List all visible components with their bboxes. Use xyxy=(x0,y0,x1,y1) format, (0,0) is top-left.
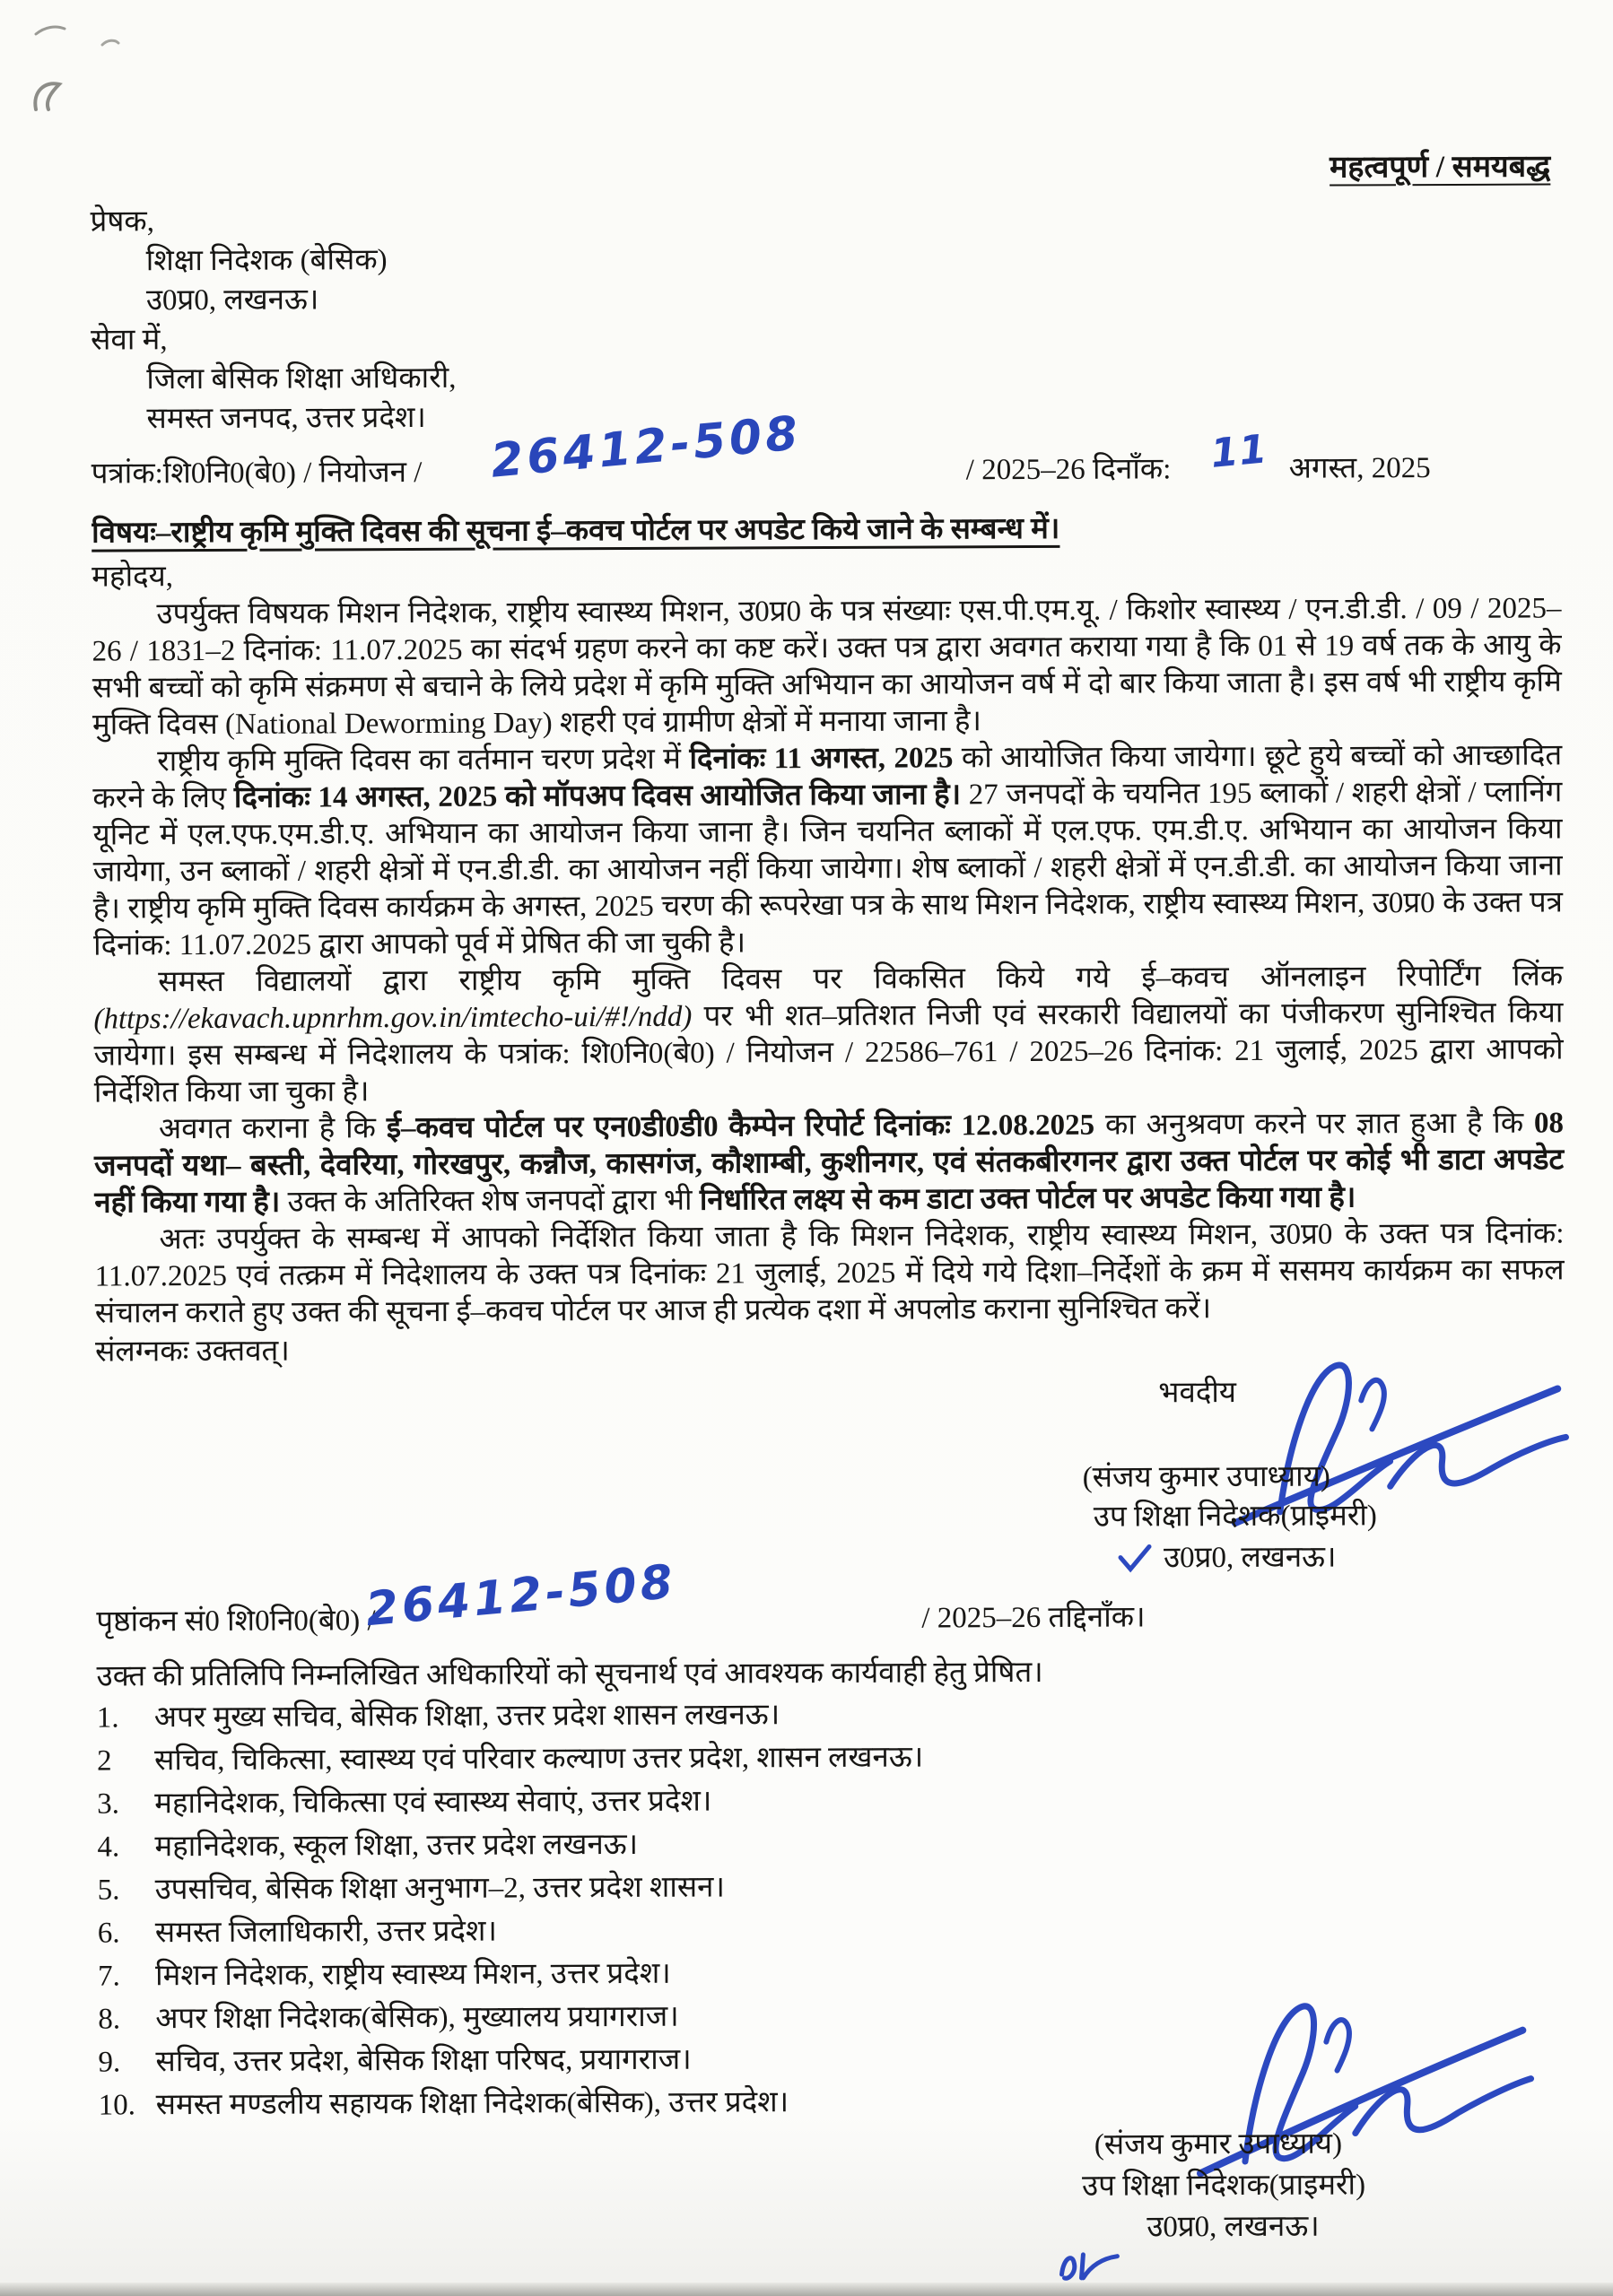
endorsement-recipient xyxy=(97,1690,1566,1739)
recipient-text: सचिव, चिकित्सा, स्वास्थ्य एवं परिवार कल्याण उत्तर प्रदेश, शासन लखनऊ। xyxy=(153,1741,924,1778)
recipient-number: 4. xyxy=(97,1831,120,1864)
paragraph-segment: उपर्युक्त विषयक मिशन निदेशक, राष्ट्रीय स्वास्थ्य मिशन, उ0प्र0 के पत्र संख्याः एस.पी.एम.यू. / किशोर स्वास्थ्य / एन.डी.डी. / 09 / 2025–26 / 1831–2 दिनांक: 11.07.2025 का संदर्भ ग्रहण करने का कष्ट करें। उक्त पत्र द्वारा अवगत कराया गया है कि 01 से 19 वर्ष तक के आयु के सभी बच्चों को कृमि संक्रमण से बचाने के लिये प्रदेश में कृमि मुक्ति अभियान का आयोजन वर्ष में दो बार किया जाता है। इस वर्ष भी राष्ट्रीय कृमि मुक्ति दिवस (National Deworming Day) शहरी एवं ग्रामीण क्षेत्रों में मनाया जाना है। xyxy=(92,592,1562,742)
classification-header xyxy=(90,147,1559,193)
reference-middle: / 2025–26 दिनाँक: xyxy=(965,453,1172,487)
salutation: महोदय, xyxy=(92,561,174,594)
paragraph-segment: पर भी शत–प्रतिशत निजी एवं सरकारी विद्यालयों का पंजीकरण सुनिश्चित किया जायेगा। इस सम्बन्ध में निदेशालय के पत्रांक: शि0नि0(बे0) / नियोजन / 22586–761 / 2025–26 दिनांक: 21 जुलाई, 2025 द्वारा आपको निर्देशित किया जा चुका है। xyxy=(93,996,1564,1109)
paragraph-segment: अवगत कराना है कि xyxy=(158,1112,387,1146)
subject-line: विषयः–राष्ट्रीय कृमि मुक्ति दिवस की सूचना ई–कवच पोर्टल पर अपडेट किये जाने के सम्बन्ध में। xyxy=(91,512,1060,550)
signatory-place: उ0प्र0, लखनऊ। xyxy=(1163,1541,1337,1575)
scan-artifact-marks xyxy=(16,16,151,151)
recipient-number: 9. xyxy=(98,2046,121,2079)
recipient-line-2: समस्त जनपद, उत्तर प्रदेश। xyxy=(146,401,426,436)
paragraph-segment: दिनांकः 14 अगस्त, 2025 को मॉपअप दिवस आयोजित किया जाना है। xyxy=(233,778,962,814)
scan-edge-shadow xyxy=(0,2283,1613,2296)
paragraph-segment: दिनांकः 11 अगस्त, 2025 xyxy=(689,742,954,776)
recipient-text: अपर शिक्षा निदेशक(बेसिक), मुख्यालय प्रयागराज। xyxy=(155,2000,679,2036)
paragraph-segment: राष्ट्रीय कृमि मुक्ति दिवस का वर्तमान चरण प्रदेश में xyxy=(157,743,690,778)
recipient-text: समस्त मण्डलीय सहायक शिक्षा निदेशक(बेसिक), उत्तर प्रदेश। xyxy=(155,2086,789,2122)
signatory-designation: उप शिक्षा निदेशक(प्राइमरी) xyxy=(1081,2169,1366,2203)
enclosure-line: संलग्नकः उक्तवत्। xyxy=(94,1335,290,1369)
letter-body xyxy=(92,590,1565,1332)
endorsement-copy-line: उक्त की प्रतिलिपि निम्नलिखित अधिकारियों को सूचनार्थ एवं आवश्यक कार्यवाही हेतु प्रेषित। xyxy=(96,1656,1043,1693)
sender-line-2: उ0प्र0, लखनऊ। xyxy=(145,283,319,317)
recipient-number: 2 xyxy=(96,1744,112,1778)
body-paragraph xyxy=(92,737,1563,964)
recipient-number: 6. xyxy=(97,1917,120,1950)
handwritten-endorsement-number: 26412-508 xyxy=(363,1554,679,1638)
paragraph-segment: उक्त के अतिरिक्त शेष जनपदों द्वारा भी xyxy=(280,1184,700,1219)
endorsement-prefix: पृष्ठांकन सं0 शि0नि0(बे0) / xyxy=(96,1605,376,1639)
paragraph-segment: निर्धारित लक्ष्य से कम डाटा उक्त पोर्टल पर अपडेट किया गया है। xyxy=(699,1181,1356,1217)
body-paragraph xyxy=(92,590,1562,744)
endorsement-recipient xyxy=(97,1819,1566,1868)
paragraph-segment: का अनुश्रवण करने पर ज्ञात हुआ है कि xyxy=(1094,1107,1535,1142)
body-paragraph xyxy=(94,1215,1565,1332)
checkmark-ink xyxy=(1117,1543,1153,1573)
initial-ink-mark xyxy=(1052,2239,1124,2288)
paragraph-segment: 08 जनपदों यथा– बस्ती, देवरिया, गोरखपुर, कन्नौज, कासगंज, कौशाम्बी, कुशीनगर, एवं संतकबीरगनर द्वारा उक्त पोर्टल पर कोई भी डाटा अपडेट नहीं किया गया है। xyxy=(94,1107,1565,1220)
recipient-number: 10. xyxy=(98,2089,136,2122)
signatory-place: उ0प्र0, लखनऊ। xyxy=(1147,2210,1320,2244)
handwritten-ref-number: 26412-508 xyxy=(488,406,804,489)
endorsement-recipient xyxy=(98,1991,1567,2040)
recipient-line-1: जिला बेसिक शिक्षा अधिकारी, xyxy=(146,361,457,396)
signatory-name: (संजय कुमार उपाध्याय) xyxy=(1094,2127,1343,2161)
handwritten-date-day: 11 xyxy=(1208,426,1270,477)
paragraph-segment: अतः उपर्युक्त के सम्बन्ध में आपको निर्देशित किया जाता है कि मिशन निदेशक, राष्ट्रीय स्वास्थ्य मिशन, उ0प्र0 के उक्त पत्र दिनांक: 11.07.2025 एवं तत्क्रम में निदेशालय के उक्त पत्र दिनांकः 21 जुलाई, 2025 में दिये गये दिशा–निर्देशों के क्रम में ससमय कार्यक्रम का सफल संचालन कराते हुए उक्त की सूचना ई–कवच पोर्टल पर आज ही प्रत्येक दशा में अपलोड कराना सुनिश्चित करें। xyxy=(94,1217,1565,1330)
recipient-text: उपसचिव, बेसिक शिक्षा अनुभाग–2, उत्तर प्रदेश शासन। xyxy=(154,1871,726,1907)
closing-block xyxy=(95,1365,1565,1587)
paragraph-segment: समस्त विद्यालयों द्वारा राष्ट्रीय कृमि मुक्ति दिवस पर विकसित किये गये ई–कवच ऑनलाइन रिपोर्टिंग लिंक xyxy=(158,960,1564,999)
signatory-designation: उप शिक्षा निदेशक(प्राइमरी) xyxy=(1093,1500,1377,1534)
endorsement-recipient xyxy=(97,1733,1566,1782)
recipient-text: महानिदेशक, चिकित्सा एवं स्वास्थ्य सेवाएं, उत्तर प्रदेश। xyxy=(154,1785,712,1821)
paragraph-segment: को आयोजित किया जायेगा। छूटे हुये बच्चों को आच्छादित करने के लिए xyxy=(92,739,1563,815)
recipient-number: 1. xyxy=(96,1701,119,1735)
reference-prefix: पत्रांक:शि0नि0(बे0) / नियोजन / xyxy=(91,456,423,491)
recipient-number: 7. xyxy=(97,1960,120,1993)
body-paragraph xyxy=(94,1105,1565,1222)
recipient-number: 3. xyxy=(97,1787,120,1821)
endorsement-recipient xyxy=(98,1862,1567,1911)
paragraph-segment: 27 जनपदों के चयनित 195 ब्लाकों / शहरी क्षेत्रों / प्लानिंग यूनिट में एल.एफ.एम.डी.ए. अभियान का आयोजन किया जाना है। जिन चयनित ब्लाकों में एल.एफ. एम.डी.ए. अभियान का आयोजन किया जायेगा, उन ब्लाकों / शहरी क्षेत्रों में एन.डी.डी. का आयोजन नहीं किया जायेगा। शेष ब्लाकों / शहरी क्षेत्रों में एन.डी.डी. का आयोजन किया जाना है। राष्ट्रीय कृमि मुक्ति दिवस कार्यक्रम के अगस्त, 2025 चरण की रूपरेखा पत्र के साथ मिशन निदेशक, राष्ट्रीय स्वास्थ्य मिशन, उ0प्र0 के उक्त पत्र दिनांक: 11.07.2025 द्वारा आपको पूर्व में प्रेषित की जा चुकी है। xyxy=(92,776,1563,962)
recipient-text: अपर मुख्य सचिव, बेसिक शिक्षा, उत्तर प्रदेश शासन लखनऊ। xyxy=(153,1699,780,1735)
body-paragraph xyxy=(93,958,1564,1111)
reference-suffix: अगस्त, 2025 xyxy=(1288,452,1431,485)
recipient-number: 5. xyxy=(97,1874,120,1907)
recipient-number: 8. xyxy=(98,2003,121,2036)
endorsement-recipient xyxy=(98,1948,1567,1997)
signatory-name: (संजय कुमार उपाध्याय) xyxy=(1082,1460,1330,1494)
classification-text: महत्वपूर्ण / समयबद्ध xyxy=(1329,150,1551,185)
endorsement-suffix: / 2025–26 तद्दिनाँक। xyxy=(921,1601,1146,1635)
recipient-text: मिशन निदेशक, राष्ट्रीय स्वास्थ्य मिशन, उत्तर प्रदेश। xyxy=(154,1957,671,1993)
recipient-text: महानिदेशक, स्कूल शिक्षा, उत्तर प्रदेश लखनऊ। xyxy=(154,1828,639,1864)
closing-word: भवदीय xyxy=(1158,1377,1237,1410)
recipient-text: सचिव, उत्तर प्रदेश, बेसिक शिक्षा परिषद, प्रयागराज। xyxy=(155,2043,692,2079)
recipient-label: सेवा में, xyxy=(91,324,168,357)
bottom-signature-block xyxy=(984,2053,1523,2289)
endorsement-recipient xyxy=(98,1905,1567,1954)
endorsement-recipient xyxy=(97,1776,1566,1825)
paragraph-segment: ई–कवच पोर्टल पर एन0डी0डी0 कैम्पेन रिपोर्ट दिनांकः 12.08.2025 xyxy=(386,1109,1095,1145)
letter-content xyxy=(90,147,1568,2126)
sender-label: प्रेषक, xyxy=(90,205,155,239)
paragraph-segment: (https://ekavach.upnrhm.gov.in/imtecho-ui/#!/ndd) xyxy=(93,1000,693,1036)
sender-line-1: शिक्षा निदेशक (बेसिक) xyxy=(145,244,388,278)
recipient-text: समस्त जिलाधिकारी, उत्तर प्रदेश। xyxy=(154,1915,498,1950)
